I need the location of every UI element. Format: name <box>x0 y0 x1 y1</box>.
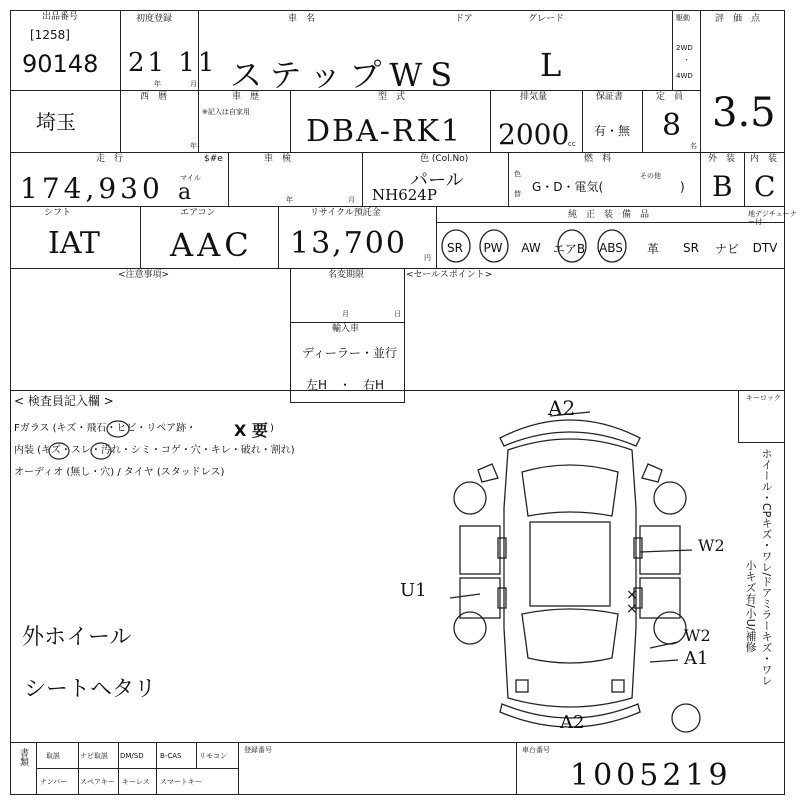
sales-point-label: <セールスポイント> <box>406 270 493 280</box>
key-lock-label: キーロック <box>746 394 781 402</box>
door-label: ドア <box>455 14 473 24</box>
ac-label: エアコン <box>180 208 216 218</box>
equip-sunroof: SR <box>683 241 699 255</box>
doc-bcas: B-CAS <box>160 752 182 760</box>
equip-pw: PW <box>483 241 503 255</box>
mark-left: U1 <box>400 580 427 601</box>
car-diagram <box>430 398 730 738</box>
glass-x: X 要 <box>234 421 268 440</box>
drive-4wd: 4WD <box>676 72 693 80</box>
recycle-value: 13,700 <box>290 226 407 261</box>
car-name-label: 車 名 <box>288 14 316 24</box>
mark-xx: × × <box>626 587 638 617</box>
interior-label: 内 装 <box>750 154 778 164</box>
warranty-value: 有・無 <box>594 124 631 138</box>
reg-number-label: 登録番号 <box>244 746 272 754</box>
mileage-mark: a <box>178 180 192 205</box>
tv-tuner-label: 地デジチューナー付 <box>748 210 797 226</box>
color-change-label-2: 替 <box>514 190 521 198</box>
name-change-label: 名変期限 <box>328 270 365 280</box>
first-reg-value: 21 11 <box>128 48 218 78</box>
warranty-label: 保証書 <box>596 92 624 102</box>
fuel-other-label: その他 <box>640 172 661 180</box>
shaken-month-unit: 月 <box>348 196 355 204</box>
equip-airbag: エアB <box>552 241 586 256</box>
color-value: パール <box>410 170 464 191</box>
mile-label: マイル <box>180 174 201 182</box>
exterior-value: B <box>712 170 733 203</box>
chassis-value: 1005219 <box>570 758 732 793</box>
handle-value: 左H ・ 右H <box>306 378 385 392</box>
lot-code: [1258] <box>30 28 70 42</box>
equip-sr: SR <box>447 241 463 255</box>
side-note: ホイール・CPキズ・ワレ/ドアミラーキズ・ワレ <box>760 448 773 687</box>
interior-value: C <box>754 170 776 203</box>
chassis-label: 車台番号 <box>522 746 550 754</box>
year-unit: 年 <box>154 80 161 88</box>
rating-label: 評 価 点 <box>715 14 761 24</box>
equip-navi: ナビ <box>714 241 739 256</box>
capacity-unit: 名 <box>690 142 697 150</box>
first-reg-label: 初度登録 <box>136 14 173 24</box>
color-code: NH624P <box>372 186 437 204</box>
drive-dot: ・ <box>683 56 690 64</box>
hand-note-seat: シートヘタリ <box>24 677 157 702</box>
cc-unit: cc <box>568 140 576 148</box>
drive-label: 駆動 <box>676 14 690 22</box>
exterior-label: 外 装 <box>708 154 736 164</box>
row5-month-unit: 月 <box>342 310 349 318</box>
seireki-label: 西 暦 <box>140 92 168 102</box>
shift-label: シフト <box>44 208 72 218</box>
mark-top: A2 <box>548 396 576 420</box>
shaken-label: 車 検 <box>264 154 292 164</box>
doc-spare-key: スペアキー <box>80 778 115 786</box>
audio-line: オーディオ (無し・穴) / タイヤ (スタッドレス) <box>14 467 225 478</box>
glass-close: ) <box>270 423 274 434</box>
row5-day-unit: 日 <box>394 310 401 318</box>
color-change-label-1: 色 <box>514 170 521 178</box>
doc-keyless: キーレス <box>122 778 150 786</box>
caution-label: <注意事項> <box>118 270 170 280</box>
doc-manual: 取説 <box>46 752 60 760</box>
mileage-value: 174,930 <box>20 172 164 205</box>
row2-year-unit: 年 <box>190 142 197 150</box>
model-label: 型 式 <box>378 92 406 102</box>
doc-smart-key: スマートキー <box>160 778 202 786</box>
ac-value: AAC <box>170 226 253 264</box>
region-value: 埼玉 <box>36 110 76 134</box>
mark-bottom: A2 <box>560 712 585 733</box>
dealer-value: ディーラー・並行 <box>302 346 398 360</box>
color-label: 色 (Col.No) <box>420 154 469 164</box>
rating-value: 3.5 <box>712 90 776 136</box>
lot-number: 90148 <box>22 50 99 78</box>
hand-note-wheel: 外ホイール <box>22 625 132 650</box>
car-name-value: ステップWS <box>230 56 461 94</box>
doc-number: ナンバー <box>40 778 68 786</box>
shaken-year-unit: 年 <box>286 196 293 204</box>
equip-leather: 革 <box>646 241 659 256</box>
shift-value: IAT <box>48 226 100 261</box>
month-unit: 月 <box>190 80 197 88</box>
mark-right-lower-1: W2 <box>684 626 711 645</box>
equip-dtv: DTV <box>752 241 778 255</box>
fuel-value: G・D・電気( <box>532 180 604 194</box>
interior-line: 内装 (キズ・スレ・汚れ・シミ・コゲ・穴・キレ・破れ・割れ) <box>14 445 295 456</box>
mark-right-lower-2: A1 <box>684 648 709 669</box>
displacement-value: 2000 <box>498 118 570 151</box>
inspection-note: ※記入は自家用 <box>202 108 250 116</box>
text-circle-marks <box>0 400 300 490</box>
model-value: DBA-RK1 <box>306 114 462 149</box>
equip-abs: ABS <box>599 241 623 255</box>
yen-unit: 円 <box>424 254 431 262</box>
inspection-label: 車 歴 <box>232 92 260 102</box>
equipment-circles <box>436 222 785 268</box>
equipment-label: 純 正 装 備 品 <box>568 210 650 220</box>
displacement-label: 排気量 <box>520 92 548 102</box>
inspection-title: < 検査員記入欄 > <box>14 394 114 408</box>
equip-aw: AW <box>521 241 541 255</box>
fuel-close: ) <box>680 180 685 194</box>
capacity-label: 定 員 <box>656 92 684 102</box>
doc-dm-sd: DM/SD <box>120 752 144 760</box>
sale-label: $#e <box>204 154 223 164</box>
docs-label: 書類 <box>18 748 28 766</box>
mileage-label: 走 行 <box>96 154 124 164</box>
fuel-label: 燃 料 <box>584 154 612 164</box>
capacity-value: 8 <box>662 108 682 143</box>
mark-right-upper: W2 <box>698 536 725 555</box>
side-note-2: 小キズ有/小U/補修 <box>744 560 757 653</box>
glass-line: Fガラス (キズ・飛石・ヒビ・リペア跡・ <box>14 423 197 434</box>
import-label: 輸入車 <box>332 324 360 334</box>
grade-label: グレード <box>528 14 565 24</box>
doc-navi-manual: ナビ取説 <box>80 752 108 760</box>
doc-remote: リモコン <box>199 752 227 760</box>
drive-2wd: 2WD <box>676 44 693 52</box>
grade-value: L <box>540 46 562 84</box>
recycle-label: リサイクル預託金 <box>310 208 381 218</box>
venue-label: 出品番号 <box>42 12 79 22</box>
